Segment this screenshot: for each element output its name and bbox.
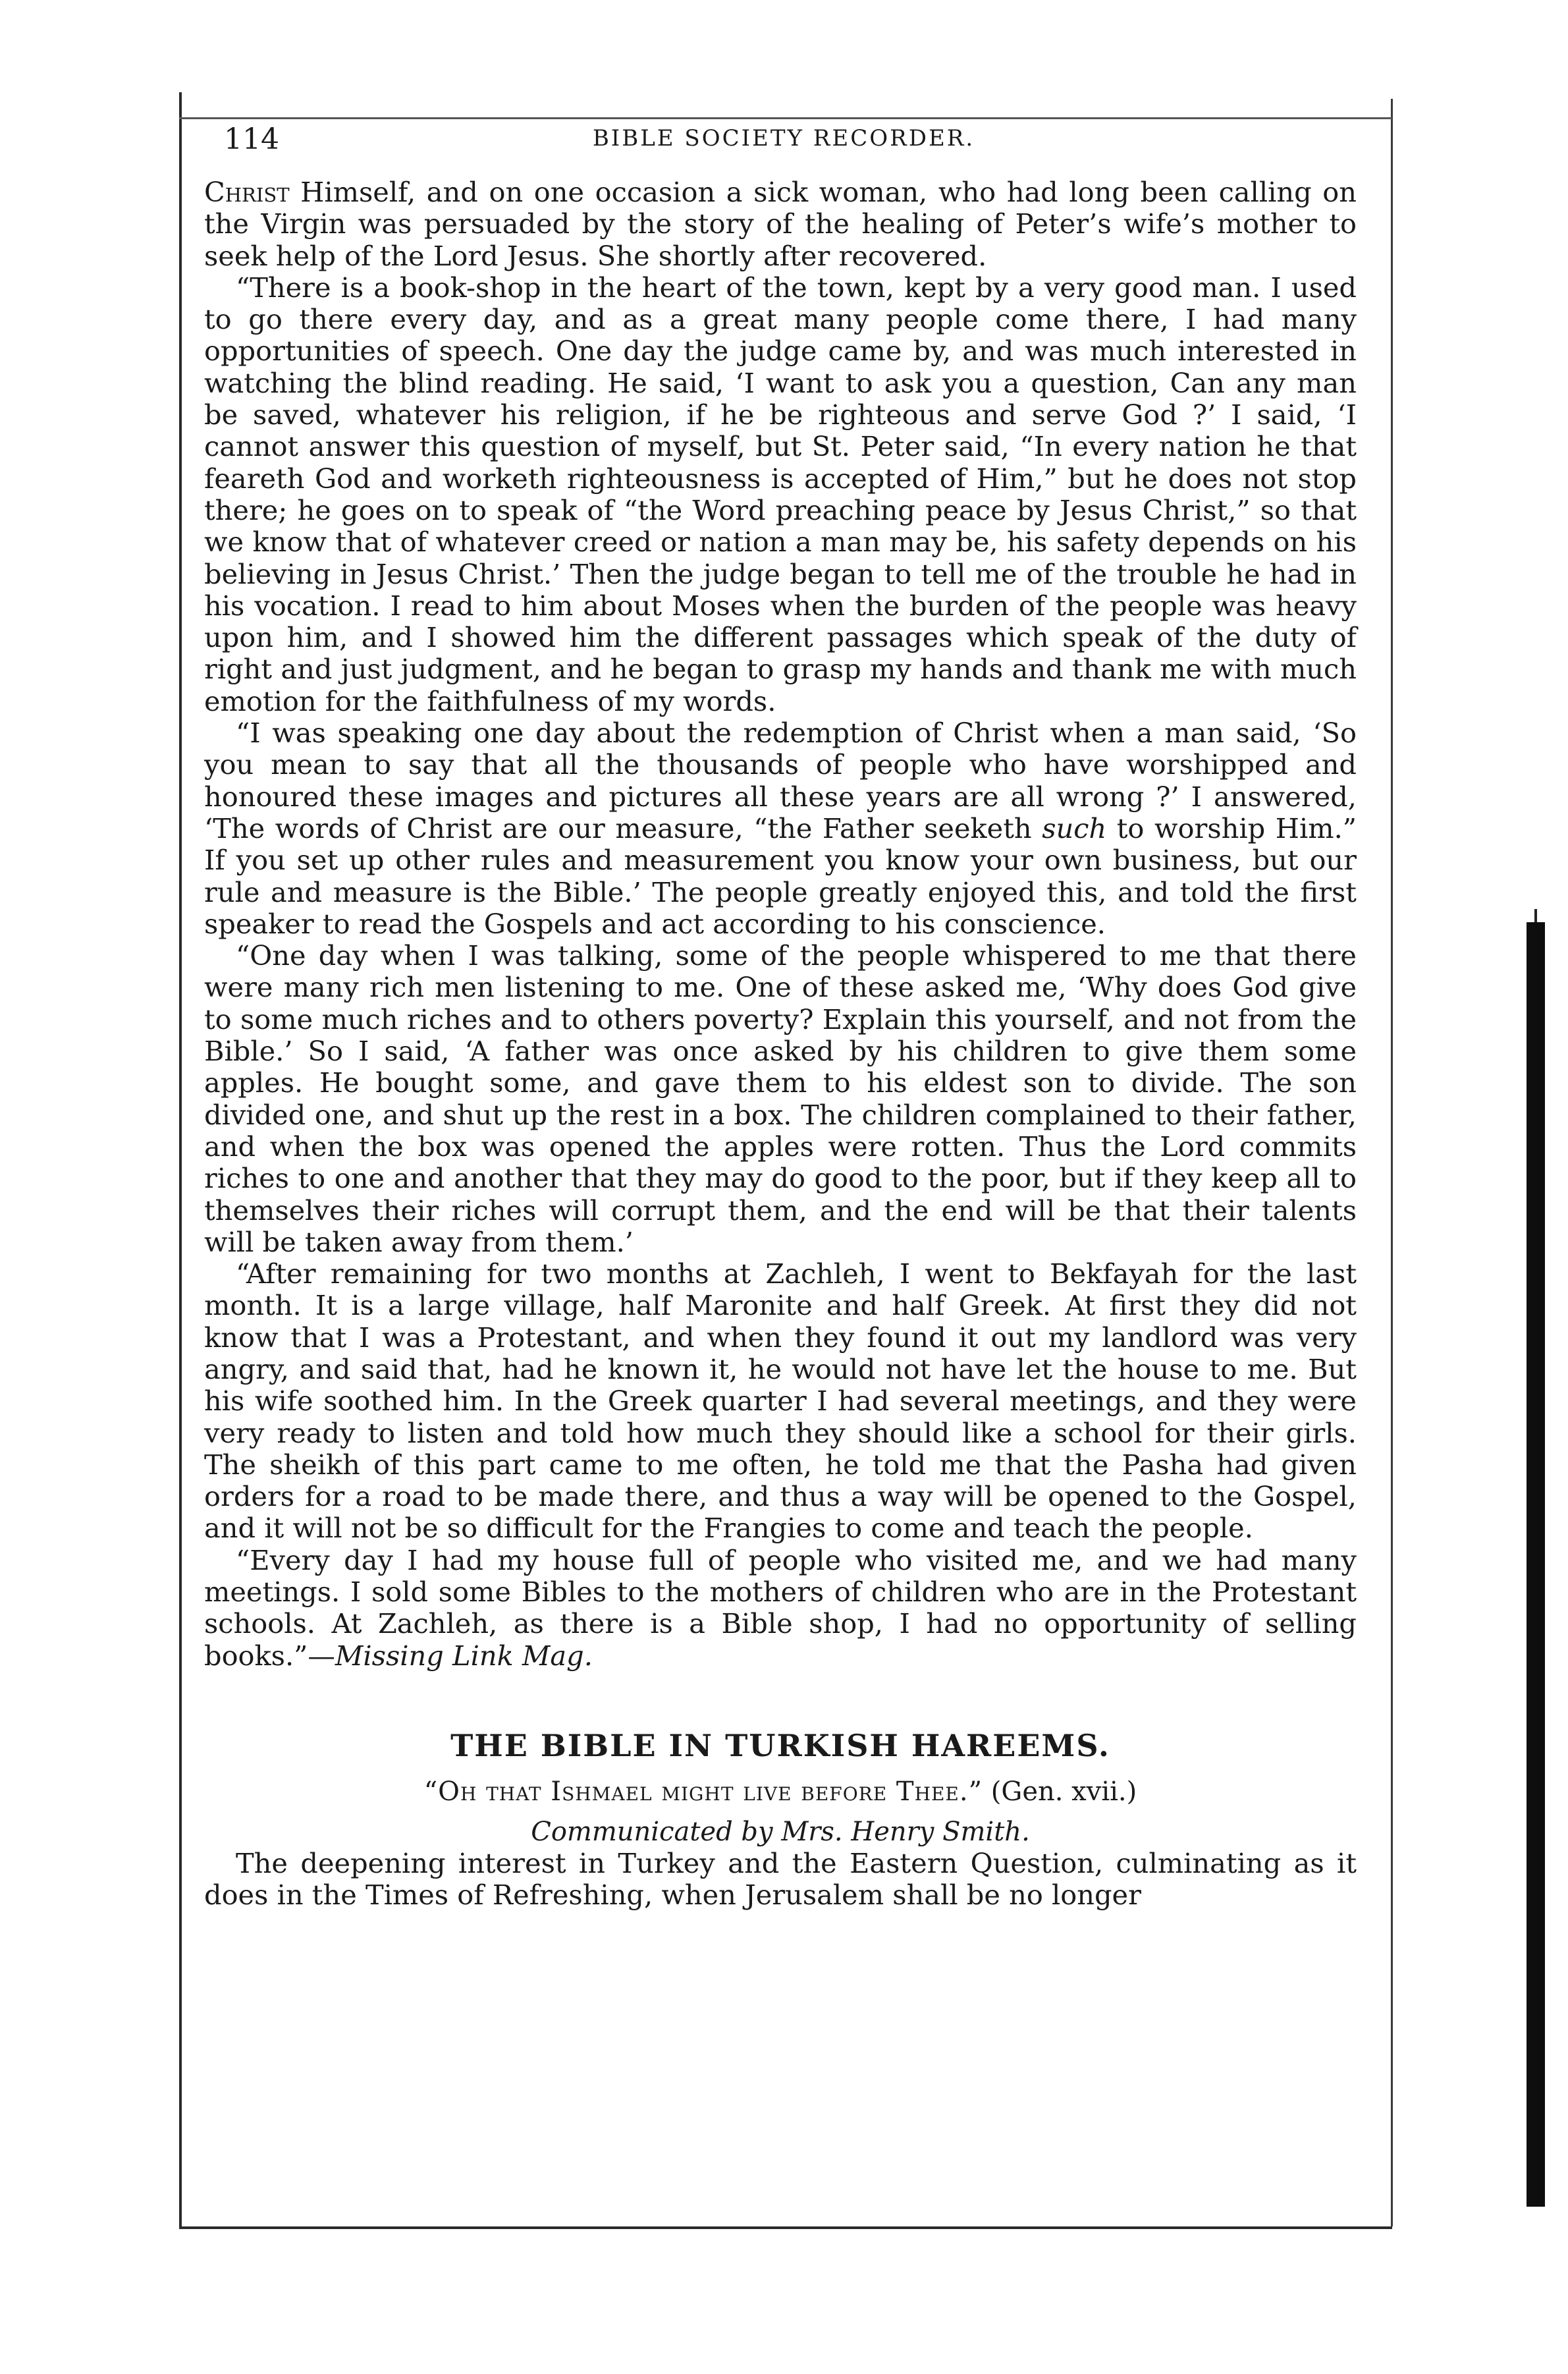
running-header	[198, 119, 1370, 171]
paragraph: “One day when I was talking, some of the people whispered to me that there were many rich men listening to me. One of these asked me, ‘Why does God give to some much riches and to others poverty? Explain this yourself, and not from the Bible.’ So I said, ‘A father was once asked by his children to give them some apples. He bought some, and gave them to his eldest son to divide. The son divided one, and shut up the rest in a box. The children complained to their father, and when the box was opened the apples were rotten. Thus the Lord commits riches to one and another that they may do good to the poor, but if they keep all to themselves their riches will corrupt them, and the end will be that their talents will be taken away from them.’	[204, 939, 1357, 1258]
paragraph	[204, 177, 1357, 272]
paragraph-text: “I was speaking one day about the redemption of Christ when a man said, ‘So you mean to say that all the thousands of people who have worshipped and honoured these images and pictures all these years are all wrong ?’ I answered, ‘The words of Christ are our measure, “the Father seeketh	[204, 717, 1357, 844]
paragraph-text: Himself, and on one occasion a sick woman, who had long been calling on the Virgin was persuaded by the story of the healing of Peter’s wife’s mother to seek help of the Lord Jesus. She shortly after recovered.	[204, 176, 1357, 272]
byline: Communicated by Mrs. Henry Smith.	[531, 1816, 1030, 1847]
paragraph	[204, 1545, 1357, 1672]
journal-title: BIBLE SOCIETY RECORDER.	[592, 125, 975, 152]
page-border-right	[1391, 99, 1393, 2226]
epigraph	[204, 1776, 1357, 1808]
article-new	[204, 1727, 1357, 1912]
section-spacer	[198, 1672, 1370, 1725]
paragraph-text: to worship Him.” If you set up other rules and measurement you know your own business, but our rule and measure is the Bible.’ The people greatly enjoyed this, and told the first speaker to read the Gospels and act according to his conscience.	[204, 812, 1357, 940]
binding-edge	[1527, 922, 1545, 2207]
page-border-left	[179, 92, 182, 2226]
emphasis: such	[1042, 812, 1107, 844]
paragraph-text: “Every day I had my house full of people who visited me, and we had many meetings. I sold some Bibles to the mothers of children who are in the Protestant schools. At Zachleh, as there is a Bible shop, I had no opportunity of selling books.”—	[204, 1543, 1357, 1672]
page-number: 114	[224, 123, 279, 156]
article-title: THE BIBLE IN TURKISH HAREEMS.	[450, 1727, 1110, 1763]
page-content	[198, 119, 1370, 1911]
lead-word: Christ	[204, 176, 290, 208]
epigraph-reference: (Gen. xvii.)	[983, 1777, 1137, 1808]
paragraph	[204, 717, 1357, 940]
epigraph-quote: “Oh that Ishmael might live before Thee.”	[423, 1777, 983, 1808]
paragraph: The deepening interest in Turkey and the Eastern Question, culminating as it does in the Times of Refreshing, when Jerusalem shall be no longer	[204, 1846, 1357, 1912]
paragraph: “After remaining for two months at Zachleh, I went to Bekfayah for the last month. It is a large village, half Maronite and half Greek. At first they did not know that I was a Protestant, and when they found it out my landlord was very angry, and said that, had he known it, he would not have let the house to me. But his wife soothed him. In the Greek quarter I had several meetings, and they were very ready to listen and told how much they should like a school for their girls. The sheikh of this part came to me often, he told me that the Pasha had given orders for a road to be made there, and thus a way will be opened to the Gospel, and it will not be so difficult for the Frangies to come and teach the people.	[204, 1257, 1357, 1545]
page-border-bottom	[179, 2226, 1392, 2229]
source-citation: Missing Link Mag.	[335, 1639, 593, 1672]
paragraph: “There is a book-shop in the heart of the town, kept by a very good man. I used to go there every day, and as a great many people come there, I had many opportunities of speech. One day the judge came by, and was much interested in watching the blind reading. He said, ‘I want to ask you a question, Can any man be saved, whatever his religion, if he be righteous and serve God ?’ I said, ‘I cannot answer this question of myself, but St. Peter said, “In every nation he that feareth God and worketh righteousness is accepted of Him,” but he does not stop there; he goes on to speak of “the Word preaching peace by Jesus Christ,” so that we know that of whatever creed or nation a man may be, his safety depends on his believing in Jesus Christ.’ Then the judge began to tell me of the trouble he had in his vocation. I read to him about Moses when the burden of the people was heavy upon him, and I showed him the different passages which speak of the duty of right and just judgment, and he began to grasp my hands and thank me with much emotion for the faithfulness of my words.	[204, 271, 1357, 717]
article-continued	[204, 177, 1357, 1672]
